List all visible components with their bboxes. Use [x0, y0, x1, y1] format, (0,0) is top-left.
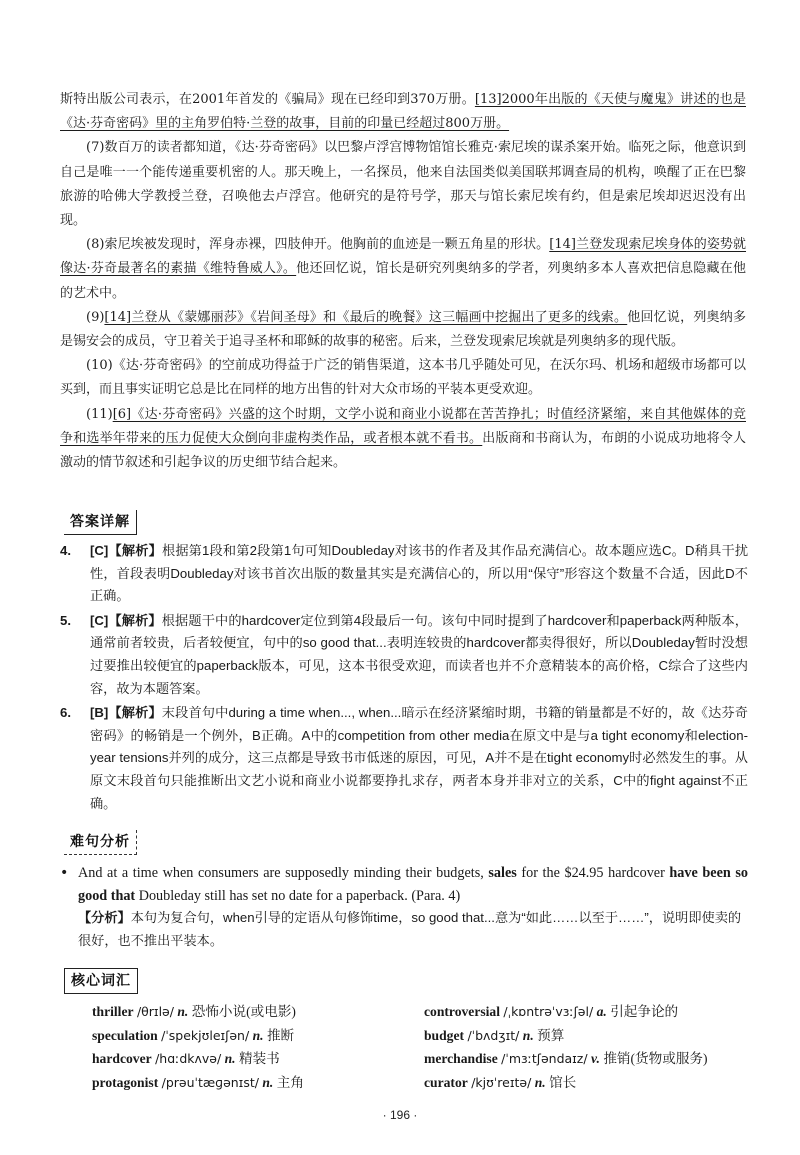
vocab-word: merchandise — [424, 1051, 498, 1066]
underlined-sentence-13: [13]2000年出版的《天使与魔鬼》讲述的也是《达·芬奇密码》里的主角罗伯特·兰登的故事，目前的印量已经超过800万册。 — [60, 92, 746, 132]
vocab-pos: a. — [596, 1004, 607, 1019]
sentence-bold: sales — [488, 865, 517, 881]
vocab-entry — [92, 1071, 412, 1095]
vocab-word: controversial — [424, 1004, 501, 1019]
underlined-sentence-6: [6]《达·芬奇密码》兴盛的这个时期，文学小说和商业小说都在苦苦挣扎；时值经济紧缩，来自其他媒体的竞争和选举年带来的压力促使大众倒向非虚构类作品，或者根本就不看书。 — [60, 406, 746, 446]
vocab-word: protagonist — [92, 1074, 159, 1090]
vocab-pos: n. — [252, 1027, 264, 1043]
vocab-entry — [92, 1000, 412, 1024]
answer-letter: [C] — [90, 543, 109, 558]
vocab-meaning: 预算 — [537, 1027, 565, 1043]
answer-text: 根据第1段和第2段第1句可知Doubleday对该书的作者及其作品充满信心。故本题应选C。D稍具干扰性，首段表明Doubleday对该书首次出版的数量其实是充满信心的，所以用“保守”形容这个数量不合适，因此D不正确。 — [90, 543, 749, 604]
paragraph-8 — [60, 233, 746, 306]
vocab-phonetic: /prəuˈtæɡənɪst/ — [161, 1074, 259, 1090]
vocab-meaning: 推断 — [266, 1027, 295, 1043]
vocab-meaning: 引起争论的 — [610, 1004, 679, 1019]
vocab-phonetic: /θrɪlə/ — [136, 1004, 174, 1019]
question-number: 6. — [60, 705, 71, 721]
para8-sentence: (8)索尼埃被发现时，浑身赤裸，四肢伸开。他胸前的血迹是一颗五角星的形状。 — [86, 237, 550, 253]
vocab-word: speculation — [92, 1027, 158, 1043]
example-sentence — [60, 862, 748, 907]
vocab-meaning: 精装书 — [239, 1051, 280, 1066]
vocab-word: hardcover — [92, 1051, 152, 1066]
para9-rest: 他回忆说，列奥纳多是锡安会的成员，守卫着关于追寻圣杯和耶稣的故事的秘密。后来，兰登发现索尼埃就是列奥纳多的现代版。 — [60, 309, 746, 350]
para11-rest: 出版商和书商认为，布朗的小说成功地将令人激动的情节叙述和引起争议的历史细节结合起来。 — [60, 430, 746, 471]
underlined-sentence-14b: [14]兰登从《蒙娜丽莎》《岩间圣母》和《最后的晚餐》这三幅画中挖掘出了更多的线索。 — [104, 309, 628, 325]
vocab-meaning: 馆长 — [549, 1074, 577, 1090]
sentence-part: for the $24.95 hardcover — [516, 865, 670, 881]
analysis-text: 本句为复合句，when引导的定语从句修饰time，so good that...意为“如此……以至于……”，说明即使卖的很好，也不推出平装本。 — [78, 910, 742, 948]
sentence-bold: have been so good that — [78, 865, 748, 904]
answer-text: 根据题干中的hardcover定位到第4段最后一句。该句中同时提到了hardcover和paperback两种版本，通常前者较贵，后者较便宜，句中的so good that...表明连较贵的hardcover都卖得很好，所以Doubleday暂时没想过要推出较便宜的paperback版本，可见，这本书很受欢迎，而读者也并不介意精装本的高价格，C综合了这些内容，故为本题答案。 — [90, 612, 748, 696]
answer-letter: [C] — [90, 612, 109, 628]
question-number: 4. — [60, 543, 71, 558]
answer-item — [60, 540, 748, 608]
vocab-pos: n. — [224, 1051, 236, 1066]
vocab-entry — [424, 1000, 764, 1024]
vocab-pos: n. — [177, 1004, 189, 1019]
para9-number: (9) — [86, 309, 105, 325]
analysis-tag: 【解析】 — [108, 705, 162, 721]
vocab-entry — [424, 1047, 764, 1071]
difficult-sentence-block — [60, 862, 748, 952]
answer-letter: [B] — [90, 705, 109, 721]
bullet-icon: • — [60, 865, 69, 881]
vocab-entry — [92, 1024, 412, 1048]
paragraph-10: (10)《达·芬奇密码》的空前成功得益于广泛的销售渠道，这本书几乎随处可见，在沃尔玛、机场和超级市场都可以买到，而且事实证明它总是比在同样的地方出售的针对大众市场的平装本更受欢迎。 — [60, 358, 746, 398]
answer-text: 末段首句中during a time when..., when...暗示在经济紧缩时期，书籍的销量都是不好的，故《达芬奇密码》的畅销是一个例外，B正确。A中的competition from other media在原文中是与a tight economy和election-year tensions并列的成分，这三点都是导致书市低迷的原因，可见，A并不是在tight economy时必然发生的事。从原文末段首句只能推断出文艺小说和商业小说都要挣扎求存，两者本身并非对立的关系，C中的fight against不正确。 — [90, 705, 748, 811]
paragraph-intro — [60, 88, 746, 136]
vocab-word: budget — [424, 1027, 465, 1043]
translation-text — [60, 88, 746, 475]
vocab-phonetic: /ˈbʌdʒɪt/ — [467, 1027, 520, 1043]
vocabulary-column-right — [424, 1000, 764, 1094]
vocab-word: thriller — [92, 1004, 134, 1019]
sentence-part: Doubleday still has set no date for a paperback. (Para. 4) — [135, 887, 461, 904]
vocabulary-title: 核心词汇 — [64, 968, 138, 994]
para8-rest: 他还回忆说，馆长是研究列奥纳多的学者，列奥纳多本人喜欢把信息隐藏在他的艺术中。 — [60, 261, 746, 301]
paragraph-9 — [60, 306, 746, 354]
vocab-pos: v. — [591, 1051, 600, 1066]
vocab-phonetic: /hɑːdkʌvə/ — [155, 1051, 222, 1066]
underlined-sentence-14a: [14]兰登发现索尼埃身体的姿势就像达·芬奇最著名的素描《维特鲁威人》。 — [60, 237, 747, 277]
vocab-entry — [92, 1047, 412, 1071]
vocabulary-column-left — [92, 1000, 412, 1094]
para11-number: (11) — [86, 406, 113, 422]
answer-item — [60, 610, 748, 700]
question-number: 5. — [60, 612, 71, 628]
vocab-meaning: 推销(货物或服务) — [603, 1051, 708, 1066]
sentence-part: And at a time when consumers are supposedly minding their budgets, — [78, 865, 489, 881]
answer-item — [60, 702, 748, 815]
difficult-sentence-title: 难句分析 — [64, 830, 137, 855]
analysis-tag: 【解析】 — [108, 543, 162, 558]
vocab-pos: n. — [522, 1027, 534, 1043]
vocab-entry — [424, 1071, 764, 1095]
intro-sentence: 斯特出版公司表示，在2001年首发的《骗局》现在已经印到370万册。 — [60, 92, 475, 107]
vocab-phonetic: /ˈmɜːtʃəndaɪz/ — [501, 1051, 588, 1066]
analysis-tag: 【分析】 — [78, 910, 131, 926]
page-number: · 196 · — [382, 1108, 418, 1122]
vocab-pos: n. — [534, 1074, 546, 1090]
vocab-pos: n. — [262, 1074, 274, 1090]
vocab-meaning: 恐怖小说(或电影) — [191, 1004, 296, 1019]
vocab-phonetic: /ˈspekjʊleɪʃən/ — [161, 1027, 250, 1043]
vocab-phonetic: /ˌkɒntrəˈvɜːʃəl/ — [503, 1004, 594, 1019]
vocab-phonetic: /kjʊˈreɪtə/ — [471, 1074, 532, 1090]
paragraph-7: (7)数百万的读者都知道，《达·芬奇密码》以巴黎卢浮宫博物馆馆长雅克·索尼埃的谋杀案开始。临死之际，他意识到自己是唯一一个能传递重要机密的人。那天晚上，一名探员，他来自法国类似美国联邦调查局的机构，唤醒了正在巴黎旅游的哈佛大学教授兰登，召唤他去卢浮宫。他研究的是符号学，那天与馆长索尼埃有约，但是索尼埃却迟迟没有出现。 — [60, 140, 746, 229]
vocab-entry — [424, 1024, 764, 1048]
paragraph-11 — [60, 403, 746, 476]
answer-explanations — [60, 540, 748, 817]
sentence-analysis — [60, 907, 748, 952]
answers-section-title: 答案详解 — [64, 510, 137, 535]
analysis-tag: 【解析】 — [108, 612, 162, 628]
vocab-word: curator — [424, 1074, 468, 1090]
vocab-meaning: 主角 — [276, 1074, 304, 1090]
